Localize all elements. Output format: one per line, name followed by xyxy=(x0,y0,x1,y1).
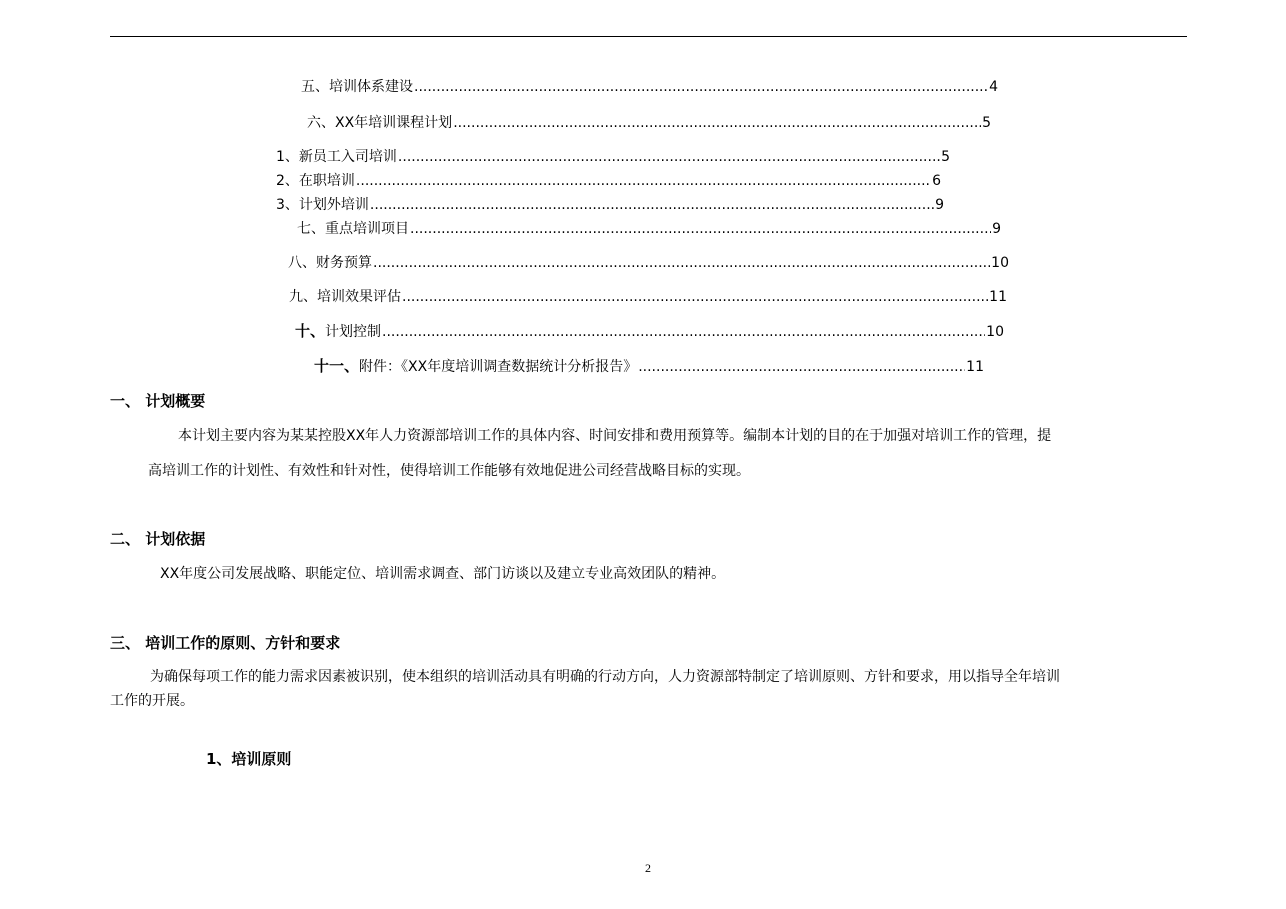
toc-number: 六、 xyxy=(307,115,335,131)
toc-title: 培训体系建设 xyxy=(329,79,413,95)
toc-entry-11[interactable] xyxy=(314,355,984,375)
toc-title: 在职培训 xyxy=(298,173,355,189)
page-number: 2 xyxy=(645,861,651,875)
toc-leader xyxy=(414,79,988,95)
toc-entry-5[interactable] xyxy=(301,76,998,96)
overview-paragraph-line-2: 高培训工作的计划性、有效性和针对性，使得培训工作能够有效地促进公司经营战略目标的实现。 xyxy=(148,463,750,479)
toc-number: 十一、 xyxy=(314,357,360,375)
toc-leader xyxy=(370,197,934,213)
toc-number: 七、 xyxy=(297,221,325,237)
toc-leader xyxy=(356,173,931,189)
toc-number: 八、 xyxy=(288,255,316,271)
section-heading-principles: 三、 培训工作的原则、方针和要求 xyxy=(110,634,341,652)
toc-page: 11 xyxy=(989,289,1007,305)
toc-leader xyxy=(453,115,981,131)
toc-entry-6-1[interactable] xyxy=(276,146,950,166)
toc-entry-10[interactable] xyxy=(295,320,1004,340)
toc-page: 4 xyxy=(989,79,998,95)
toc-title: 重点培训项目 xyxy=(325,221,409,237)
toc-page: 11 xyxy=(966,359,984,375)
toc-page: 10 xyxy=(986,324,1004,340)
toc-title: 计划外培训 xyxy=(298,197,369,213)
overview-paragraph-line-1: 本计划主要内容为某某控股XX年人力资源部培训工作的具体内容、时间安排和费用预算等。编制本计划的目的在于加强对培训工作的管理，提 xyxy=(178,428,1052,444)
toc-title: 新员工入司培训 xyxy=(298,149,397,165)
toc-entry-9[interactable] xyxy=(289,286,1007,306)
header-rule xyxy=(110,36,1187,37)
toc-number: 1、 xyxy=(276,149,299,165)
toc-title: 计划控制 xyxy=(325,324,382,340)
principles-paragraph-line-2: 工作的开展。 xyxy=(110,693,194,709)
principles-paragraph-line-1: 为确保每项工作的能力需求因素被识别，使本组织的培训活动具有明确的行动方向，人力资源部特制定了培训原则、方针和要求，用以指导全年培训 xyxy=(150,669,1060,685)
toc-entry-6[interactable] xyxy=(307,112,991,132)
toc-entry-6-3[interactable] xyxy=(276,194,944,214)
toc-number: 2、 xyxy=(276,173,299,189)
toc-page: 9 xyxy=(992,221,1001,237)
toc-number: 3、 xyxy=(276,197,299,213)
section-heading-overview: 一、 计划概要 xyxy=(110,392,206,410)
toc-entry-8[interactable] xyxy=(288,252,1009,272)
toc-page: 9 xyxy=(935,197,944,213)
toc-title: 财务预算 xyxy=(316,255,372,271)
subheading-training-principles: 1、培训原则 xyxy=(206,750,292,768)
toc-leader xyxy=(398,149,940,165)
basis-paragraph: XX年度公司发展战略、职能定位、培训需求调查、部门访谈以及建立专业高效团队的精神。 xyxy=(160,566,726,582)
toc-title: 培训效果评估 xyxy=(317,289,401,305)
toc-page: 5 xyxy=(982,115,991,131)
toc-number: 五、 xyxy=(301,79,329,95)
toc-leader xyxy=(402,289,988,305)
toc-entry-6-2[interactable] xyxy=(276,170,941,190)
toc-number: 九、 xyxy=(289,289,317,305)
section-heading-basis: 二、 计划依据 xyxy=(110,530,206,548)
toc-entry-7[interactable] xyxy=(297,218,1001,238)
toc-number: 十、 xyxy=(295,322,326,340)
toc-title: 附件：《XX年度培训调查数据统计分析报告》 xyxy=(359,359,638,375)
toc-leader xyxy=(638,359,965,375)
toc-page: 10 xyxy=(991,255,1009,271)
toc-page: 6 xyxy=(932,173,941,189)
toc-leader xyxy=(373,255,990,271)
toc-leader xyxy=(382,324,985,340)
toc-leader xyxy=(410,221,991,237)
toc-page: 5 xyxy=(941,149,950,165)
toc-title: XX年培训课程计划 xyxy=(335,115,453,131)
